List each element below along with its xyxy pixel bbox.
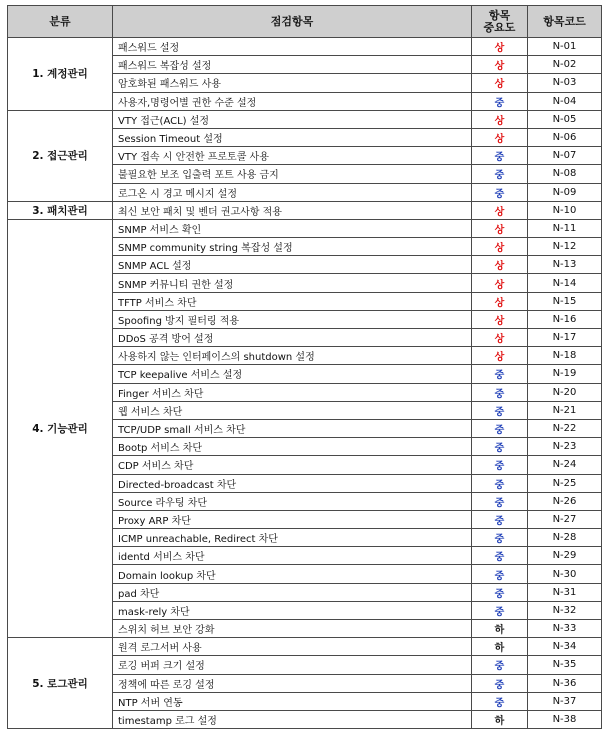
table-row [8, 201, 602, 219]
check-item-cell: mask-rely 차단 [113, 601, 472, 619]
importance-cell: 중 [472, 365, 528, 383]
importance-cell: 상 [472, 110, 528, 128]
importance-cell: 중 [472, 656, 528, 674]
item-code-cell: N-35 [528, 656, 602, 674]
table-row [8, 38, 602, 56]
item-code-cell: N-13 [528, 256, 602, 274]
importance-cell: 중 [472, 583, 528, 601]
item-code-cell: N-09 [528, 183, 602, 201]
item-code-cell: N-08 [528, 165, 602, 183]
header-importance-line1: 항목 [488, 8, 511, 22]
check-item-cell: 불필요한 보조 입출력 포트 사용 금지 [113, 165, 472, 183]
item-code-cell: N-21 [528, 401, 602, 419]
item-code-cell: N-20 [528, 383, 602, 401]
item-code-cell: N-36 [528, 674, 602, 692]
importance-cell: 상 [472, 256, 528, 274]
check-item-cell: pad 차단 [113, 583, 472, 601]
importance-cell: 중 [472, 529, 528, 547]
check-item-cell: 암호화된 패스워드 사용 [113, 74, 472, 92]
check-item-cell: Finger 서비스 차단 [113, 383, 472, 401]
importance-cell: 상 [472, 219, 528, 237]
header-category: 분류 [8, 6, 113, 38]
check-item-cell: Spoofing 방지 필터링 적용 [113, 310, 472, 328]
item-code-cell: N-16 [528, 310, 602, 328]
category-cell: 1. 계정관리 [8, 38, 113, 111]
check-item-cell: VTY 접속 시 안전한 프로토콜 사용 [113, 147, 472, 165]
check-item-cell: Directed-broadcast 차단 [113, 474, 472, 492]
importance-cell: 중 [472, 165, 528, 183]
header-item: 점검항목 [113, 6, 472, 38]
category-cell: 2. 접근관리 [8, 110, 113, 201]
check-item-cell: Source 라우팅 차단 [113, 492, 472, 510]
check-item-cell: Session Timeout 설정 [113, 128, 472, 146]
header-row [8, 6, 602, 38]
importance-cell: 상 [472, 56, 528, 74]
importance-cell: 중 [472, 674, 528, 692]
check-item-cell: VTY 접근(ACL) 설정 [113, 110, 472, 128]
item-code-cell: N-10 [528, 201, 602, 219]
item-code-cell: N-28 [528, 529, 602, 547]
item-code-cell: N-05 [528, 110, 602, 128]
check-item-cell: 패스워드 복잡성 설정 [113, 56, 472, 74]
check-item-cell: identd 서비스 차단 [113, 547, 472, 565]
importance-cell: 상 [472, 292, 528, 310]
importance-cell: 중 [472, 419, 528, 437]
header-importance [472, 6, 528, 38]
item-code-cell: N-30 [528, 565, 602, 583]
importance-cell: 중 [472, 510, 528, 528]
item-code-cell: N-31 [528, 583, 602, 601]
category-cell: 4. 기능관리 [8, 219, 113, 637]
importance-cell: 하 [472, 710, 528, 728]
importance-cell: 상 [472, 310, 528, 328]
table-header [8, 6, 602, 38]
check-item-cell: 사용하지 않는 인터페이스의 shutdown 설정 [113, 347, 472, 365]
check-item-cell: SNMP community string 복잡성 설정 [113, 238, 472, 256]
item-code-cell: N-17 [528, 329, 602, 347]
check-item-cell: TFTP 서비스 차단 [113, 292, 472, 310]
importance-cell: 상 [472, 128, 528, 146]
importance-cell: 상 [472, 38, 528, 56]
checklist-sheet [7, 5, 601, 729]
importance-cell: 중 [472, 456, 528, 474]
check-item-cell: timestamp 로그 설정 [113, 710, 472, 728]
item-code-cell: N-27 [528, 510, 602, 528]
table-row [8, 110, 602, 128]
check-item-cell: 정책에 따른 로깅 설정 [113, 674, 472, 692]
table-row [8, 219, 602, 237]
importance-cell: 상 [472, 347, 528, 365]
check-item-cell: Proxy ARP 차단 [113, 510, 472, 528]
importance-cell: 중 [472, 565, 528, 583]
check-item-cell: SNMP 커뮤니티 권한 설정 [113, 274, 472, 292]
importance-cell: 중 [472, 183, 528, 201]
category-cell: 5. 로그관리 [8, 638, 113, 729]
item-code-cell: N-15 [528, 292, 602, 310]
item-code-cell: N-38 [528, 710, 602, 728]
check-item-cell: DDoS 공격 방어 설정 [113, 329, 472, 347]
item-code-cell: N-06 [528, 128, 602, 146]
importance-cell: 상 [472, 74, 528, 92]
importance-cell: 상 [472, 238, 528, 256]
importance-cell: 중 [472, 147, 528, 165]
importance-cell: 상 [472, 329, 528, 347]
check-item-cell: SNMP 서비스 확인 [113, 219, 472, 237]
item-code-cell: N-03 [528, 74, 602, 92]
check-item-cell: 최신 보안 패치 및 벤더 권고사항 적용 [113, 201, 472, 219]
item-code-cell: N-32 [528, 601, 602, 619]
item-code-cell: N-26 [528, 492, 602, 510]
table-body [8, 38, 602, 729]
check-item-cell: 원격 로그서버 사용 [113, 638, 472, 656]
check-item-cell: CDP 서비스 차단 [113, 456, 472, 474]
check-item-cell: 로그온 시 경고 메시지 설정 [113, 183, 472, 201]
item-code-cell: N-18 [528, 347, 602, 365]
check-item-cell: NTP 서버 연동 [113, 692, 472, 710]
item-code-cell: N-01 [528, 38, 602, 56]
table-row [8, 638, 602, 656]
item-code-cell: N-29 [528, 547, 602, 565]
check-item-cell: TCP keepalive 서비스 설정 [113, 365, 472, 383]
item-code-cell: N-24 [528, 456, 602, 474]
item-code-cell: N-02 [528, 56, 602, 74]
importance-cell: 중 [472, 547, 528, 565]
check-item-cell: Bootp 서비스 차단 [113, 438, 472, 456]
check-item-cell: 패스워드 설정 [113, 38, 472, 56]
importance-cell: 하 [472, 620, 528, 638]
check-item-cell: 웹 서비스 차단 [113, 401, 472, 419]
item-code-cell: N-34 [528, 638, 602, 656]
importance-cell: 중 [472, 383, 528, 401]
importance-cell: 상 [472, 201, 528, 219]
check-item-cell: TCP/UDP small 서비스 차단 [113, 419, 472, 437]
check-item-cell: 사용자,명령어별 권한 수준 설정 [113, 92, 472, 110]
item-code-cell: N-11 [528, 219, 602, 237]
item-code-cell: N-22 [528, 419, 602, 437]
item-code-cell: N-07 [528, 147, 602, 165]
importance-cell: 상 [472, 274, 528, 292]
importance-cell: 중 [472, 401, 528, 419]
category-cell: 3. 패치관리 [8, 201, 113, 219]
security-checklist-table [7, 5, 602, 729]
item-code-cell: N-04 [528, 92, 602, 110]
check-item-cell: 스위치 허브 보안 강화 [113, 620, 472, 638]
importance-cell: 중 [472, 438, 528, 456]
header-code: 항목코드 [528, 6, 602, 38]
check-item-cell: 로깅 버퍼 크기 설정 [113, 656, 472, 674]
check-item-cell: SNMP ACL 설정 [113, 256, 472, 274]
importance-cell: 하 [472, 638, 528, 656]
item-code-cell: N-12 [528, 238, 602, 256]
importance-cell: 중 [472, 92, 528, 110]
header-importance-line2: 중요도 [483, 20, 516, 34]
item-code-cell: N-19 [528, 365, 602, 383]
check-item-cell: Domain lookup 차단 [113, 565, 472, 583]
item-code-cell: N-33 [528, 620, 602, 638]
check-item-cell: ICMP unreachable, Redirect 차단 [113, 529, 472, 547]
importance-cell: 중 [472, 474, 528, 492]
item-code-cell: N-25 [528, 474, 602, 492]
item-code-cell: N-37 [528, 692, 602, 710]
importance-cell: 중 [472, 692, 528, 710]
importance-cell: 중 [472, 601, 528, 619]
importance-cell: 중 [472, 492, 528, 510]
item-code-cell: N-14 [528, 274, 602, 292]
item-code-cell: N-23 [528, 438, 602, 456]
